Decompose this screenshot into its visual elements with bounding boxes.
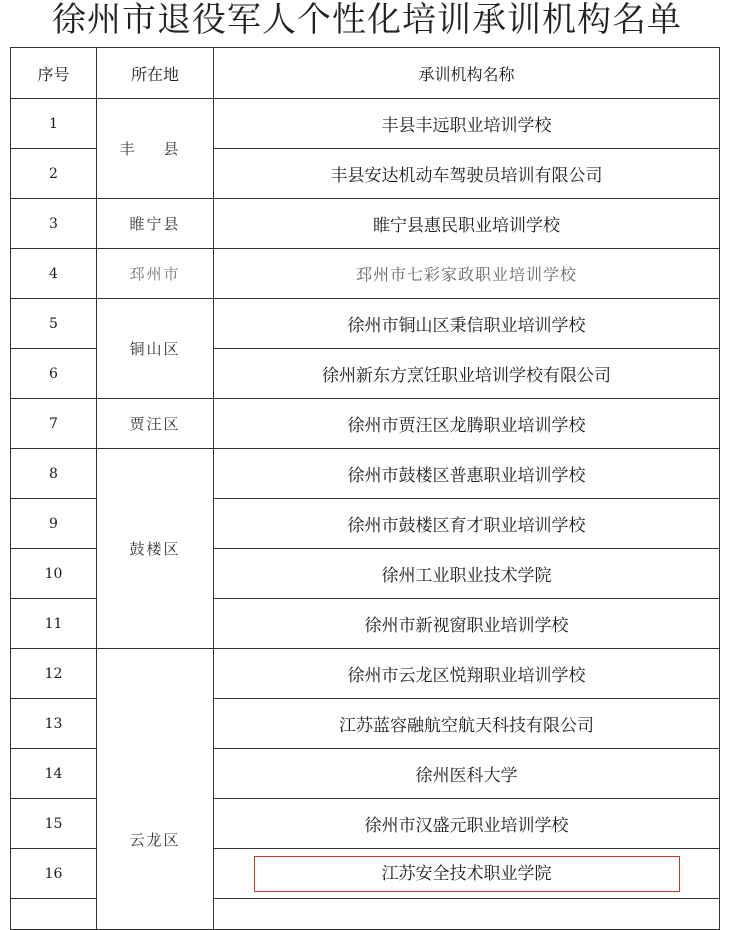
row-no: 15 <box>11 799 97 849</box>
row-no: 6 <box>11 349 97 399</box>
row-no <box>11 899 97 930</box>
table-row <box>11 199 720 249</box>
org-name: 徐州市云龙区悦翔职业培训学校 <box>214 649 720 699</box>
row-no: 2 <box>11 149 97 199</box>
row-no: 16 <box>11 849 97 899</box>
org-name: 徐州市汉盛元职业培训学校 <box>214 799 720 849</box>
page-title: 徐州市退役军人个性化培训承训机构名单 <box>52 0 682 40</box>
location-cell: 邳州市 <box>97 249 214 299</box>
org-name-cell <box>214 849 720 899</box>
org-name: 徐州工业职业技术学院 <box>214 549 720 599</box>
header-org: 承训机构名称 <box>214 48 720 99</box>
highlighted-org-name: 江苏安全技术职业学院 <box>254 856 680 892</box>
row-no: 3 <box>11 199 97 249</box>
table-row <box>11 99 720 149</box>
org-name: 邳州市七彩家政职业培训学校 <box>214 249 720 299</box>
org-name: 徐州市鼓楼区普惠职业培训学校 <box>214 449 720 499</box>
org-name: 徐州医科大学 <box>214 749 720 799</box>
org-name: 丰县丰远职业培训学校 <box>214 99 720 149</box>
org-name: 睢宁县惠民职业培训学校 <box>214 199 720 249</box>
institution-table <box>10 47 720 930</box>
row-no: 12 <box>11 649 97 699</box>
table-row <box>11 249 720 299</box>
location-cell: 鼓楼区 <box>97 449 214 649</box>
org-name: 徐州市贾汪区龙腾职业培训学校 <box>214 399 720 449</box>
row-no: 10 <box>11 549 97 599</box>
location-cell: 丰 县 <box>97 99 214 199</box>
org-name: 徐州新东方烹饪职业培训学校有限公司 <box>214 349 720 399</box>
row-no: 8 <box>11 449 97 499</box>
header-location: 所在地 <box>97 48 214 99</box>
table-row <box>11 399 720 449</box>
org-name: 丰县安达机动车驾驶员培训有限公司 <box>214 149 720 199</box>
org-name: 徐州市铜山区秉信职业培训学校 <box>214 299 720 349</box>
location-cell: 睢宁县 <box>97 199 214 249</box>
table-row <box>11 449 720 499</box>
row-no: 14 <box>11 749 97 799</box>
row-no: 11 <box>11 599 97 649</box>
row-no: 9 <box>11 499 97 549</box>
org-name: 江苏蓝容融航空航天科技有限公司 <box>214 699 720 749</box>
header-no: 序号 <box>11 48 97 99</box>
row-no: 4 <box>11 249 97 299</box>
header-row <box>11 48 720 99</box>
org-name: 徐州市鼓楼区育才职业培训学校 <box>214 499 720 549</box>
location-cell: 云龙区 <box>97 649 214 930</box>
table-row <box>11 299 720 349</box>
row-no: 7 <box>11 399 97 449</box>
table-row <box>11 649 720 699</box>
location-cell: 贾汪区 <box>97 399 214 449</box>
row-no: 13 <box>11 699 97 749</box>
row-no: 5 <box>11 299 97 349</box>
row-no: 1 <box>11 99 97 149</box>
org-name: 徐州市新视窗职业培训学校 <box>214 599 720 649</box>
location-cell: 铜山区 <box>97 299 214 399</box>
org-name <box>214 899 720 930</box>
